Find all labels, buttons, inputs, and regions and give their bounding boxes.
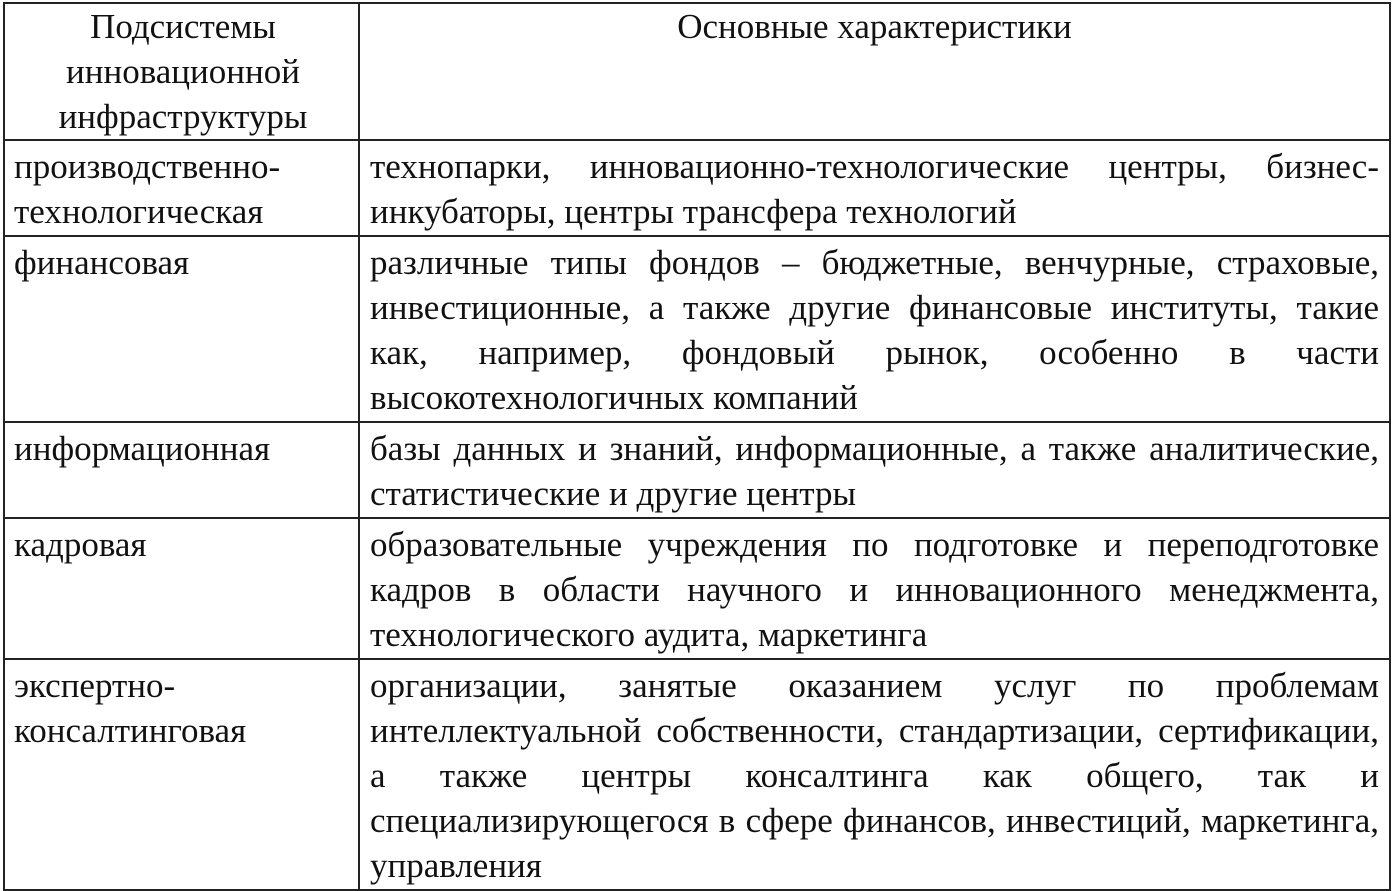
subsystem-name: кадровая xyxy=(14,525,147,564)
table-row xyxy=(4,140,1390,236)
description-cell xyxy=(359,236,1390,422)
subsystem-cell xyxy=(4,422,359,518)
subsystem-description: базы данных и знаний, информационные, а также аналитические, статистические и другие центры xyxy=(370,429,1379,513)
subsystem-description: технопарки, инновационно-технологические центры, бизнес-инкубаторы, центры трансфера технологий xyxy=(370,147,1379,231)
table-row xyxy=(4,236,1390,422)
header-cell-characteristics: Основные характеристики xyxy=(359,3,1390,140)
table-row xyxy=(4,518,1390,659)
table-row xyxy=(4,422,1390,518)
description-cell xyxy=(359,518,1390,659)
subsystem-name: информационная xyxy=(14,429,271,468)
subsystem-cell xyxy=(4,236,359,422)
description-cell xyxy=(359,140,1390,236)
subsystem-name: экспертно-консалтинговая xyxy=(14,666,247,750)
subsystem-description: различные типы фондов – бюджетные, венчурные, страховые, инвестиционные, а также другие финансовые институты, такие как, например, фондовый рынок, особенно в части высокотехнологичных компаний xyxy=(370,243,1379,417)
subsystem-name: производственно-технологическая xyxy=(14,147,281,231)
subsystem-description: образовательные учреждения по подготовке и переподготовке кадров в области научного и инновационного менеджмента, технологического аудита, маркетинга xyxy=(370,525,1379,654)
subsystem-cell xyxy=(4,518,359,659)
innovation-infrastructure-table xyxy=(3,2,1391,891)
description-cell xyxy=(359,422,1390,518)
subsystem-cell xyxy=(4,659,359,890)
table-header-row xyxy=(4,3,1390,140)
table-row xyxy=(4,659,1390,890)
description-cell xyxy=(359,659,1390,890)
subsystem-description: организации, занятые оказанием услуг по проблемам интеллектуальной собственности, стандартизации, сертификации, а также центры консалтинга как общего, так и специализирующегося в сфере финансов, инвестиций, маркетинга, управления xyxy=(370,666,1379,885)
subsystem-cell xyxy=(4,140,359,236)
header-cell-subsystems: Подсистемы инновационной инфраструктуры xyxy=(4,3,359,140)
subsystem-name: финансовая xyxy=(14,243,190,282)
